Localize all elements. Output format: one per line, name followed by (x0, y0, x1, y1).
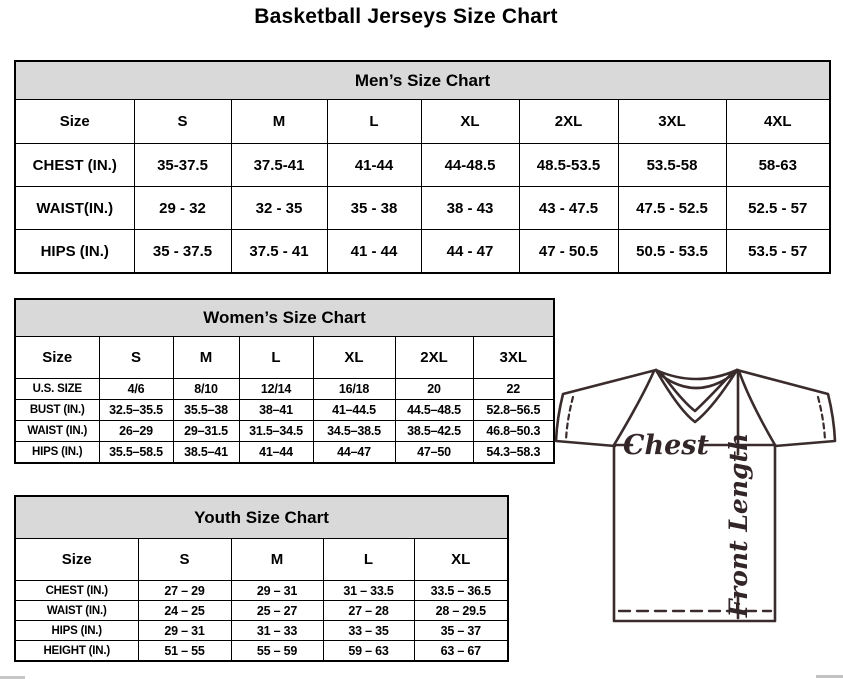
men-column-header: Size (15, 100, 134, 144)
women-cell: 54.3–58.3 (473, 442, 554, 464)
women-cell: 29–31.5 (173, 421, 239, 442)
men-table-row (15, 230, 830, 274)
jersey-collar-arc-1 (656, 370, 737, 379)
women-cell: 31.5–34.5 (239, 421, 313, 442)
men-cell: 37.5 - 41 (231, 230, 327, 274)
youth-cell: 27 – 29 (138, 581, 231, 601)
men-cell: 41 - 44 (327, 230, 421, 274)
women-cell: 16/18 (313, 379, 395, 400)
men-cell: 53.5 - 57 (726, 230, 830, 274)
men-cell: 38 - 43 (421, 187, 519, 230)
women-row-label: BUST (IN.) (15, 400, 99, 421)
youth-cell: 24 – 25 (138, 601, 231, 621)
men-column-header: S (134, 100, 231, 144)
youth-row-label: HIPS (IN.) (15, 621, 138, 641)
women-row-label: HIPS (IN.) (15, 442, 99, 464)
women-table-row (15, 421, 554, 442)
women-cell: 46.8–50.3 (473, 421, 554, 442)
youth-column-header: S (138, 539, 231, 581)
women-cell: 32.5–35.5 (99, 400, 173, 421)
women-cell: 38.5–41 (173, 442, 239, 464)
women-column-header: S (99, 337, 173, 379)
women-table-title: Women’s Size Chart (15, 299, 554, 337)
youth-cell: 55 – 59 (231, 641, 323, 662)
women-column-header: XL (313, 337, 395, 379)
men-table-title: Men’s Size Chart (15, 61, 830, 100)
men-row-label: CHEST (IN.) (15, 144, 134, 187)
women-column-header: L (239, 337, 313, 379)
youth-table-title: Youth Size Chart (15, 496, 508, 539)
women-column-header: Size (15, 337, 99, 379)
women-cell: 35.5–38 (173, 400, 239, 421)
men-table-row (15, 144, 830, 187)
jersey-right-cuff-dashed-line (818, 397, 825, 440)
youth-cell: 33 – 35 (323, 621, 414, 641)
youth-column-header: XL (414, 539, 508, 581)
youth-cell: 29 – 31 (138, 621, 231, 641)
women-column-header: 2XL (395, 337, 473, 379)
men-cell: 41-44 (327, 144, 421, 187)
men-cell: 48.5-53.5 (519, 144, 618, 187)
youth-table-row (15, 581, 508, 601)
men-column-header: 2XL (519, 100, 618, 144)
men-column-header: 3XL (618, 100, 726, 144)
youth-table-row (15, 601, 508, 621)
youth-cell: 27 – 28 (323, 601, 414, 621)
front-length-label: Front Length (724, 432, 753, 618)
youth-cell: 25 – 27 (231, 601, 323, 621)
women-cell: 34.5–38.5 (313, 421, 395, 442)
men-table-row (15, 187, 830, 230)
scrollbar-fragment-right (816, 675, 843, 678)
men-cell: 50.5 - 53.5 (618, 230, 726, 274)
women-cell: 20 (395, 379, 473, 400)
men-cell: 47 - 50.5 (519, 230, 618, 274)
mens-size-table (14, 60, 831, 274)
women-cell: 26–29 (99, 421, 173, 442)
men-cell: 32 - 35 (231, 187, 327, 230)
youth-row-label: HEIGHT (IN.) (15, 641, 138, 662)
youth-column-header: M (231, 539, 323, 581)
women-row-label: U.S. SIZE (15, 379, 99, 400)
women-cell: 12/14 (239, 379, 313, 400)
women-column-header: M (173, 337, 239, 379)
women-cell: 44.5–48.5 (395, 400, 473, 421)
men-cell: 35-37.5 (134, 144, 231, 187)
men-cell: 35 - 37.5 (134, 230, 231, 274)
youth-table-row (15, 621, 508, 641)
women-table-row (15, 400, 554, 421)
women-table-row (15, 442, 554, 464)
chest-label: Chest (623, 430, 709, 461)
women-cell: 35.5–58.5 (99, 442, 173, 464)
jersey-diagram-svg (553, 350, 838, 665)
jersey-measurement-diagram (553, 350, 838, 665)
men-cell: 43 - 47.5 (519, 187, 618, 230)
youth-cell: 29 – 31 (231, 581, 323, 601)
youth-row-label: CHEST (IN.) (15, 581, 138, 601)
youth-column-header: Size (15, 539, 138, 581)
youth-cell: 31 – 33 (231, 621, 323, 641)
women-cell: 44–47 (313, 442, 395, 464)
women-cell: 41–44.5 (313, 400, 395, 421)
women-cell: 22 (473, 379, 554, 400)
women-column-header: 3XL (473, 337, 554, 379)
women-cell: 52.8–56.5 (473, 400, 554, 421)
men-cell: 29 - 32 (134, 187, 231, 230)
women-cell: 8/10 (173, 379, 239, 400)
women-row-label: WAIST (IN.) (15, 421, 99, 442)
men-column-header: XL (421, 100, 519, 144)
men-column-header: M (231, 100, 327, 144)
youth-cell: 31 – 33.5 (323, 581, 414, 601)
women-cell: 47–50 (395, 442, 473, 464)
men-column-header: L (327, 100, 421, 144)
men-cell: 44-48.5 (421, 144, 519, 187)
men-cell: 44 - 47 (421, 230, 519, 274)
men-cell: 37.5-41 (231, 144, 327, 187)
women-cell: 41–44 (239, 442, 313, 464)
youth-size-table (14, 495, 509, 662)
youth-cell: 28 – 29.5 (414, 601, 508, 621)
men-row-label: HIPS (IN.) (15, 230, 134, 274)
youth-cell: 33.5 – 36.5 (414, 581, 508, 601)
youth-cell: 63 – 67 (414, 641, 508, 662)
womens-size-table (14, 298, 555, 464)
men-cell: 58-63 (726, 144, 830, 187)
men-cell: 35 - 38 (327, 187, 421, 230)
women-cell: 4/6 (99, 379, 173, 400)
women-table-row (15, 379, 554, 400)
women-cell: 38–41 (239, 400, 313, 421)
men-column-header: 4XL (726, 100, 830, 144)
men-row-label: WAIST(IN.) (15, 187, 134, 230)
youth-column-header: L (323, 539, 414, 581)
youth-cell: 51 – 55 (138, 641, 231, 662)
youth-row-label: WAIST (IN.) (15, 601, 138, 621)
jersey-left-cuff-dashed-line (566, 397, 573, 440)
men-cell: 53.5-58 (618, 144, 726, 187)
men-cell: 52.5 - 57 (726, 187, 830, 230)
women-cell: 38.5–42.5 (395, 421, 473, 442)
youth-cell: 59 – 63 (323, 641, 414, 662)
page-title: Basketball Jerseys Size Chart (254, 5, 558, 28)
youth-cell: 35 – 37 (414, 621, 508, 641)
youth-table-row (15, 641, 508, 662)
men-cell: 47.5 - 52.5 (618, 187, 726, 230)
